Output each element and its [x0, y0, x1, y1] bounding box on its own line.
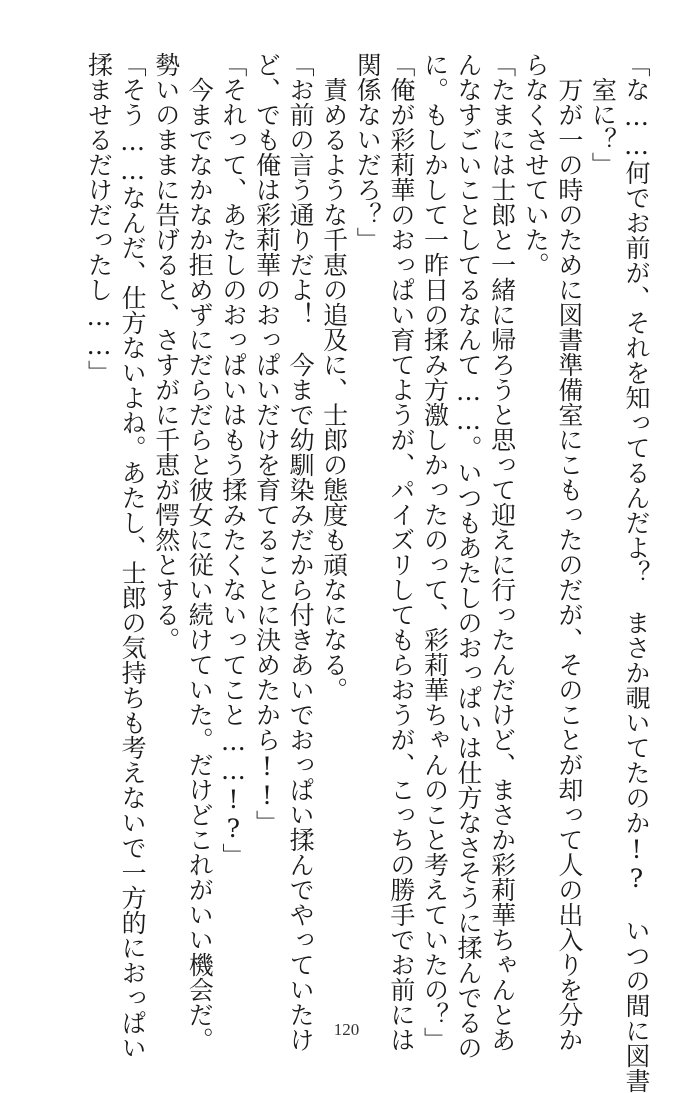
text-line: 「な……何でお前が、それを知ってるんだよ？ まさか覗いてたのか!? いつの間に図書 [622, 52, 651, 1093]
text-line: 「それって、あたしのおっぱいはもう揉みたくないってこと……!?」 [218, 52, 248, 868]
text-line: らなくさせていた。 [521, 52, 551, 277]
text-line: 「お前の言う通りだよ！ 今まで幼馴染みだから付きあいでおっぱい揉んでやっていたけ [286, 52, 316, 1052]
text-line: 勢いのままに告げると、さすがに千恵が愕然とする。 [151, 52, 181, 652]
text-line: に。もしかして一昨日の揉み方激しかったのって、彩莉華ちゃんのこと考えていたの？」 [420, 52, 450, 1052]
text-line: 今までなかなか拒めずにだらだらと彼女に従い続けていた。だけどこれがいい機会だ。 [185, 52, 215, 1052]
text-line: 「俺が彩莉華のおっぱい育てようが、パイズリしてもらおうが、こっちの勝手でお前には [386, 52, 416, 1052]
text-line: 関係ないだろ？」 [353, 52, 383, 252]
text-line: 揉ませるだけだったし……」 [84, 52, 114, 385]
text-line: ど、でも俺は彩莉華のおっぱいだけを育てることに決めたから!!」 [252, 52, 282, 835]
text-line: 「たまには士郎と一緒に帰ろうと思って迎えに行ったんだけど、まさか彩莉華ちゃんとあ [487, 52, 517, 1052]
page-number: 120 [333, 1020, 360, 1039]
text-line: 「そう……なんだ、仕方ないよね。あたし、士郎の気持ちも考えないで一方的におっぱい [118, 52, 148, 1060]
text-line: んなすごいことしてるなんて……。いつもあたしのおっぱいは仕方なさそうに揉んでるの [454, 52, 484, 1060]
text-line: 責めるような千恵の追及に、士郎の態度も頑なになる。 [319, 52, 349, 702]
text-line: 万が一の時のために図書準備室にこもったのだが、そのことが却って人の出入りを分か [554, 52, 584, 1052]
text-line: 室に？」 [588, 52, 618, 177]
